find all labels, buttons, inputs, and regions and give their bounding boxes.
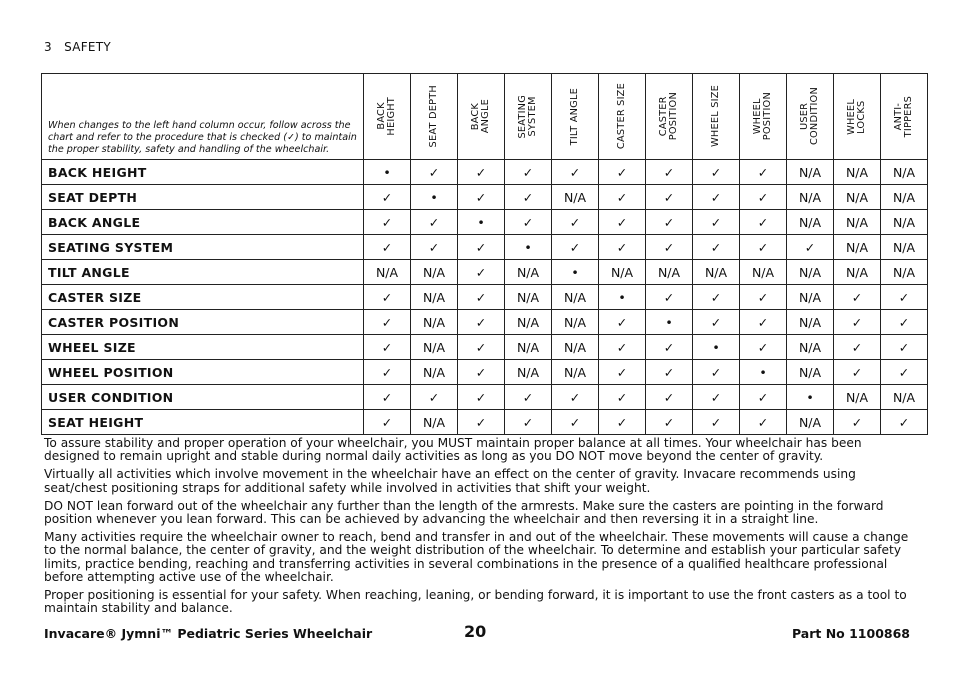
table-row [42, 335, 928, 360]
table-cell: • [599, 285, 646, 310]
table-cell: ✓ [740, 310, 787, 335]
table-cell: N/A [552, 185, 599, 210]
table-cell: N/A [881, 385, 928, 410]
column-header: SEATING SYSTEM [505, 74, 552, 160]
table-cell: N/A [787, 285, 834, 310]
paragraph: Proper positioning is essential for your safety. When reaching, leaning, or bending forward, it is important to use the front casters as a tool to maintain stability and balance. [44, 588, 907, 616]
row-label: CASTER POSITION [42, 310, 364, 335]
table-cell: • [364, 160, 411, 185]
table-cell: ✓ [411, 385, 458, 410]
table-cell: • [458, 210, 505, 235]
table-cell: ✓ [740, 235, 787, 260]
table-cell: N/A [834, 260, 881, 285]
table-cell: N/A [787, 210, 834, 235]
table-cell: ✓ [599, 160, 646, 185]
table-cell: ✓ [411, 160, 458, 185]
table-cell: ✓ [364, 410, 411, 435]
paragraph: DO NOT lean forward out of the wheelchair any further than the length of the armrests. Make sure the casters are pointing in the forward position whenever you lean forward. This can be achieved by advancing the wheelchair and then reversing it in a straight line. [44, 498, 884, 527]
table-cell: ✓ [834, 285, 881, 310]
paragraph: Virtually all activities which involve movement in the wheelchair have an effect on the center of gravity. Invacare recommends using seat/chest positioning straps for additional safety while involved in activities that shift your weight. [44, 467, 856, 495]
table-cell: ✓ [364, 335, 411, 360]
table-cell: N/A [834, 210, 881, 235]
table-row [42, 185, 928, 210]
table-cell: ✓ [411, 210, 458, 235]
table-cell: N/A [552, 310, 599, 335]
row-label: BACK HEIGHT [42, 160, 364, 185]
section-number: 3 [44, 40, 52, 54]
table-cell: N/A [881, 210, 928, 235]
row-label: WHEEL SIZE [42, 335, 364, 360]
table-cell: ✓ [364, 285, 411, 310]
table-cell: N/A [411, 310, 458, 335]
table-cell: ✓ [646, 235, 693, 260]
table-cell: ✓ [693, 160, 740, 185]
table-cell: ✓ [458, 285, 505, 310]
table-cell: ✓ [693, 385, 740, 410]
table-cell: ✓ [599, 385, 646, 410]
table-cell: N/A [834, 185, 881, 210]
table-cell: • [646, 310, 693, 335]
table-cell: • [693, 335, 740, 360]
chart-intro-text: When changes to the left hand column occur, follow across the chart and refer to the procedure that is checked (✓) to maintain the proper stability, safety and handling of the wheelchair. [42, 74, 364, 160]
table-cell: ✓ [599, 185, 646, 210]
table-cell: N/A [834, 160, 881, 185]
table-cell: ✓ [740, 160, 787, 185]
table-cell: N/A [552, 360, 599, 385]
table-row [42, 260, 928, 285]
footer-part-number: Part No 1100868 [791, 626, 910, 641]
table-cell: ✓ [693, 185, 740, 210]
table-cell: ✓ [552, 385, 599, 410]
paragraph: To assure stability and proper operation of your wheelchair, you MUST maintain proper balance at all times. Your wheelchair has been designed to remain upright and stable during normal daily activities as long as you DO NOT move beyond the center of gravity. [44, 436, 862, 464]
table-cell: N/A [787, 360, 834, 385]
chart-header-row [42, 74, 928, 160]
row-label: USER CONDITION [42, 385, 364, 410]
table-cell: ✓ [881, 410, 928, 435]
table-cell: ✓ [458, 310, 505, 335]
table-cell: N/A [599, 260, 646, 285]
table-cell: ✓ [458, 385, 505, 410]
table-cell: ✓ [740, 335, 787, 360]
table-cell: ✓ [881, 310, 928, 335]
table-cell: N/A [881, 235, 928, 260]
table-cell: ✓ [458, 410, 505, 435]
table-cell: N/A [411, 360, 458, 385]
row-label: WHEEL POSITION [42, 360, 364, 385]
table-cell: N/A [787, 185, 834, 210]
table-cell: • [552, 260, 599, 285]
table-cell: ✓ [505, 385, 552, 410]
table-cell: ✓ [458, 260, 505, 285]
table-cell: ✓ [881, 360, 928, 385]
table-cell: ✓ [881, 285, 928, 310]
table-cell: N/A [505, 310, 552, 335]
table-row [42, 360, 928, 385]
table-cell: N/A [646, 260, 693, 285]
column-header: BACK HEIGHT [364, 74, 411, 160]
table-cell: ✓ [740, 185, 787, 210]
paragraph: Many activities require the wheelchair owner to reach, bend and transfer in and out of the wheelchair. These movements will cause a change to the normal balance, the center of gravity, and the weight distribution of the wheelchair. To determine and establish your particular safety limits, practice bending, reaching and transferring activities in several combinations in the presence of a qualified healthcare professional before attempting active use of the wheelchair. [44, 530, 909, 584]
table-cell: ✓ [693, 285, 740, 310]
table-cell: ✓ [787, 235, 834, 260]
table-cell: N/A [834, 235, 881, 260]
table-cell: ✓ [646, 335, 693, 360]
adjustment-chart [41, 73, 928, 435]
safety-paragraphs [44, 437, 912, 620]
table-cell: ✓ [364, 235, 411, 260]
row-label: BACK ANGLE [42, 210, 364, 235]
table-cell: ✓ [599, 360, 646, 385]
table-cell: ✓ [458, 235, 505, 260]
table-cell: ✓ [740, 410, 787, 435]
table-cell: N/A [411, 410, 458, 435]
table-cell: ✓ [693, 360, 740, 385]
table-cell: • [740, 360, 787, 385]
table-cell: ✓ [505, 410, 552, 435]
table-cell: N/A [787, 160, 834, 185]
table-cell: ✓ [646, 360, 693, 385]
table-row [42, 210, 928, 235]
table-cell: ✓ [599, 235, 646, 260]
table-cell: ✓ [364, 310, 411, 335]
table-cell: ✓ [599, 310, 646, 335]
column-header: WHEEL POSITION [740, 74, 787, 160]
column-header: WHEEL SIZE [693, 74, 740, 160]
table-row [42, 235, 928, 260]
table-cell: N/A [740, 260, 787, 285]
table-cell: N/A [881, 260, 928, 285]
table-cell: N/A [834, 385, 881, 410]
table-cell: ✓ [505, 210, 552, 235]
table-cell: N/A [881, 185, 928, 210]
table-cell: ✓ [364, 210, 411, 235]
table-cell: ✓ [834, 410, 881, 435]
table-cell: ✓ [646, 210, 693, 235]
table-cell: ✓ [364, 360, 411, 385]
column-header: TILT ANGLE [552, 74, 599, 160]
table-cell: ✓ [552, 210, 599, 235]
table-cell: N/A [787, 260, 834, 285]
row-label: SEATING SYSTEM [42, 235, 364, 260]
row-label: SEAT DEPTH [42, 185, 364, 210]
table-cell: ✓ [552, 410, 599, 435]
table-cell: ✓ [458, 360, 505, 385]
table-row [42, 285, 928, 310]
table-cell: ✓ [881, 335, 928, 360]
table-cell: ✓ [458, 160, 505, 185]
table-cell: ✓ [834, 360, 881, 385]
table-cell: ✓ [834, 310, 881, 335]
table-cell: ✓ [505, 160, 552, 185]
table-cell: ✓ [458, 335, 505, 360]
table-row [42, 160, 928, 185]
table-cell: ✓ [646, 410, 693, 435]
table-cell: ✓ [364, 185, 411, 210]
row-label: TILT ANGLE [42, 260, 364, 285]
table-cell: ✓ [552, 160, 599, 185]
column-header: SEAT DEPTH [411, 74, 458, 160]
column-header: BACK ANGLE [458, 74, 505, 160]
table-cell: ✓ [599, 210, 646, 235]
table-cell: ✓ [599, 410, 646, 435]
table-cell: ✓ [834, 335, 881, 360]
table-cell: ✓ [693, 310, 740, 335]
table-cell: • [787, 385, 834, 410]
row-label: SEAT HEIGHT [42, 410, 364, 435]
table-cell: ✓ [693, 210, 740, 235]
table-cell: N/A [505, 335, 552, 360]
table-row [42, 310, 928, 335]
table-cell: • [505, 235, 552, 260]
table-cell: ✓ [646, 160, 693, 185]
table-cell: • [411, 185, 458, 210]
table-row [42, 385, 928, 410]
column-header: ANTI- TIPPERS [881, 74, 928, 160]
table-cell: N/A [881, 160, 928, 185]
table-cell: ✓ [693, 410, 740, 435]
table-cell: N/A [364, 260, 411, 285]
table-cell: N/A [787, 310, 834, 335]
page-number: 20 [464, 622, 487, 641]
table-cell: ✓ [599, 335, 646, 360]
chart-body [42, 160, 928, 435]
table-cell: N/A [505, 260, 552, 285]
column-header: WHEEL LOCKS [834, 74, 881, 160]
table-cell: ✓ [646, 185, 693, 210]
table-cell: ✓ [364, 385, 411, 410]
table-cell: ✓ [458, 185, 505, 210]
table-cell: N/A [787, 410, 834, 435]
column-header: USER CONDITION [787, 74, 834, 160]
section-header [44, 40, 119, 54]
table-cell: N/A [552, 285, 599, 310]
table-cell: N/A [505, 360, 552, 385]
table-cell: N/A [411, 285, 458, 310]
table-cell: N/A [411, 335, 458, 360]
table-cell: N/A [411, 260, 458, 285]
column-header: CASTER POSITION [646, 74, 693, 160]
table-cell: ✓ [411, 235, 458, 260]
table-cell: ✓ [646, 285, 693, 310]
table-cell: N/A [787, 335, 834, 360]
table-cell: ✓ [552, 235, 599, 260]
table-cell: ✓ [505, 185, 552, 210]
table-row [42, 410, 928, 435]
column-header: CASTER SIZE [599, 74, 646, 160]
row-label: CASTER SIZE [42, 285, 364, 310]
table-cell: ✓ [646, 385, 693, 410]
table-cell: ✓ [740, 285, 787, 310]
table-cell: ✓ [740, 210, 787, 235]
table-cell: N/A [693, 260, 740, 285]
table-cell: ✓ [740, 385, 787, 410]
table-cell: N/A [552, 335, 599, 360]
table-cell: N/A [505, 285, 552, 310]
section-title: SAFETY [64, 40, 112, 54]
table-cell: ✓ [693, 235, 740, 260]
footer-product: Invacare® Jymni™ Pediatric Series Wheelchair [44, 626, 373, 641]
